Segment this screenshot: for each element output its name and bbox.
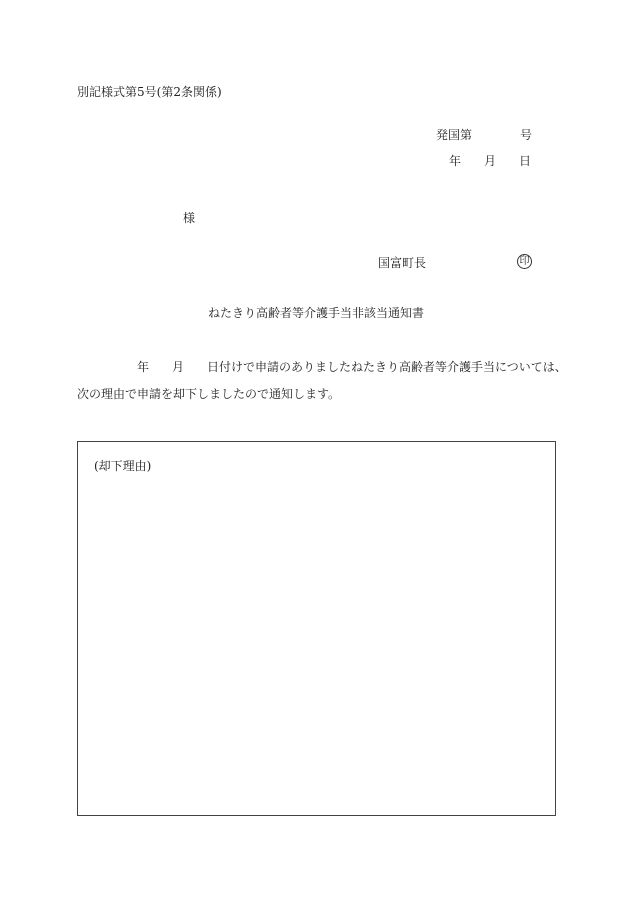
body-month-label: 月	[172, 360, 185, 374]
form-number: 別記様式第5号(第2条関係)	[77, 85, 222, 99]
seal-label: 印	[519, 255, 530, 267]
rejection-reason-label: (却下理由)	[94, 459, 152, 473]
document-title: ねたきり高齢者等介護手当非該当通知書	[208, 306, 425, 320]
body-year-label: 年	[137, 360, 150, 374]
issue-date-day-label: 日	[519, 154, 532, 168]
seal-stamp-icon	[517, 254, 532, 269]
addressee-honorific: 様	[183, 211, 196, 225]
rejection-reason-box	[77, 441, 556, 816]
issue-date-month-label: 月	[484, 154, 497, 168]
issue-date-year-label: 年	[449, 154, 462, 168]
issue-number-prefix: 発国第	[436, 128, 473, 142]
issue-number-suffix: 号	[520, 128, 533, 142]
issuer-title: 国富町長	[378, 256, 427, 270]
body-text-line1: 日付けで申請のありましたねたきり高齢者等介護手当については、	[207, 360, 567, 374]
body-text-line2: 次の理由で申請を却下しましたので通知します。	[77, 387, 341, 401]
